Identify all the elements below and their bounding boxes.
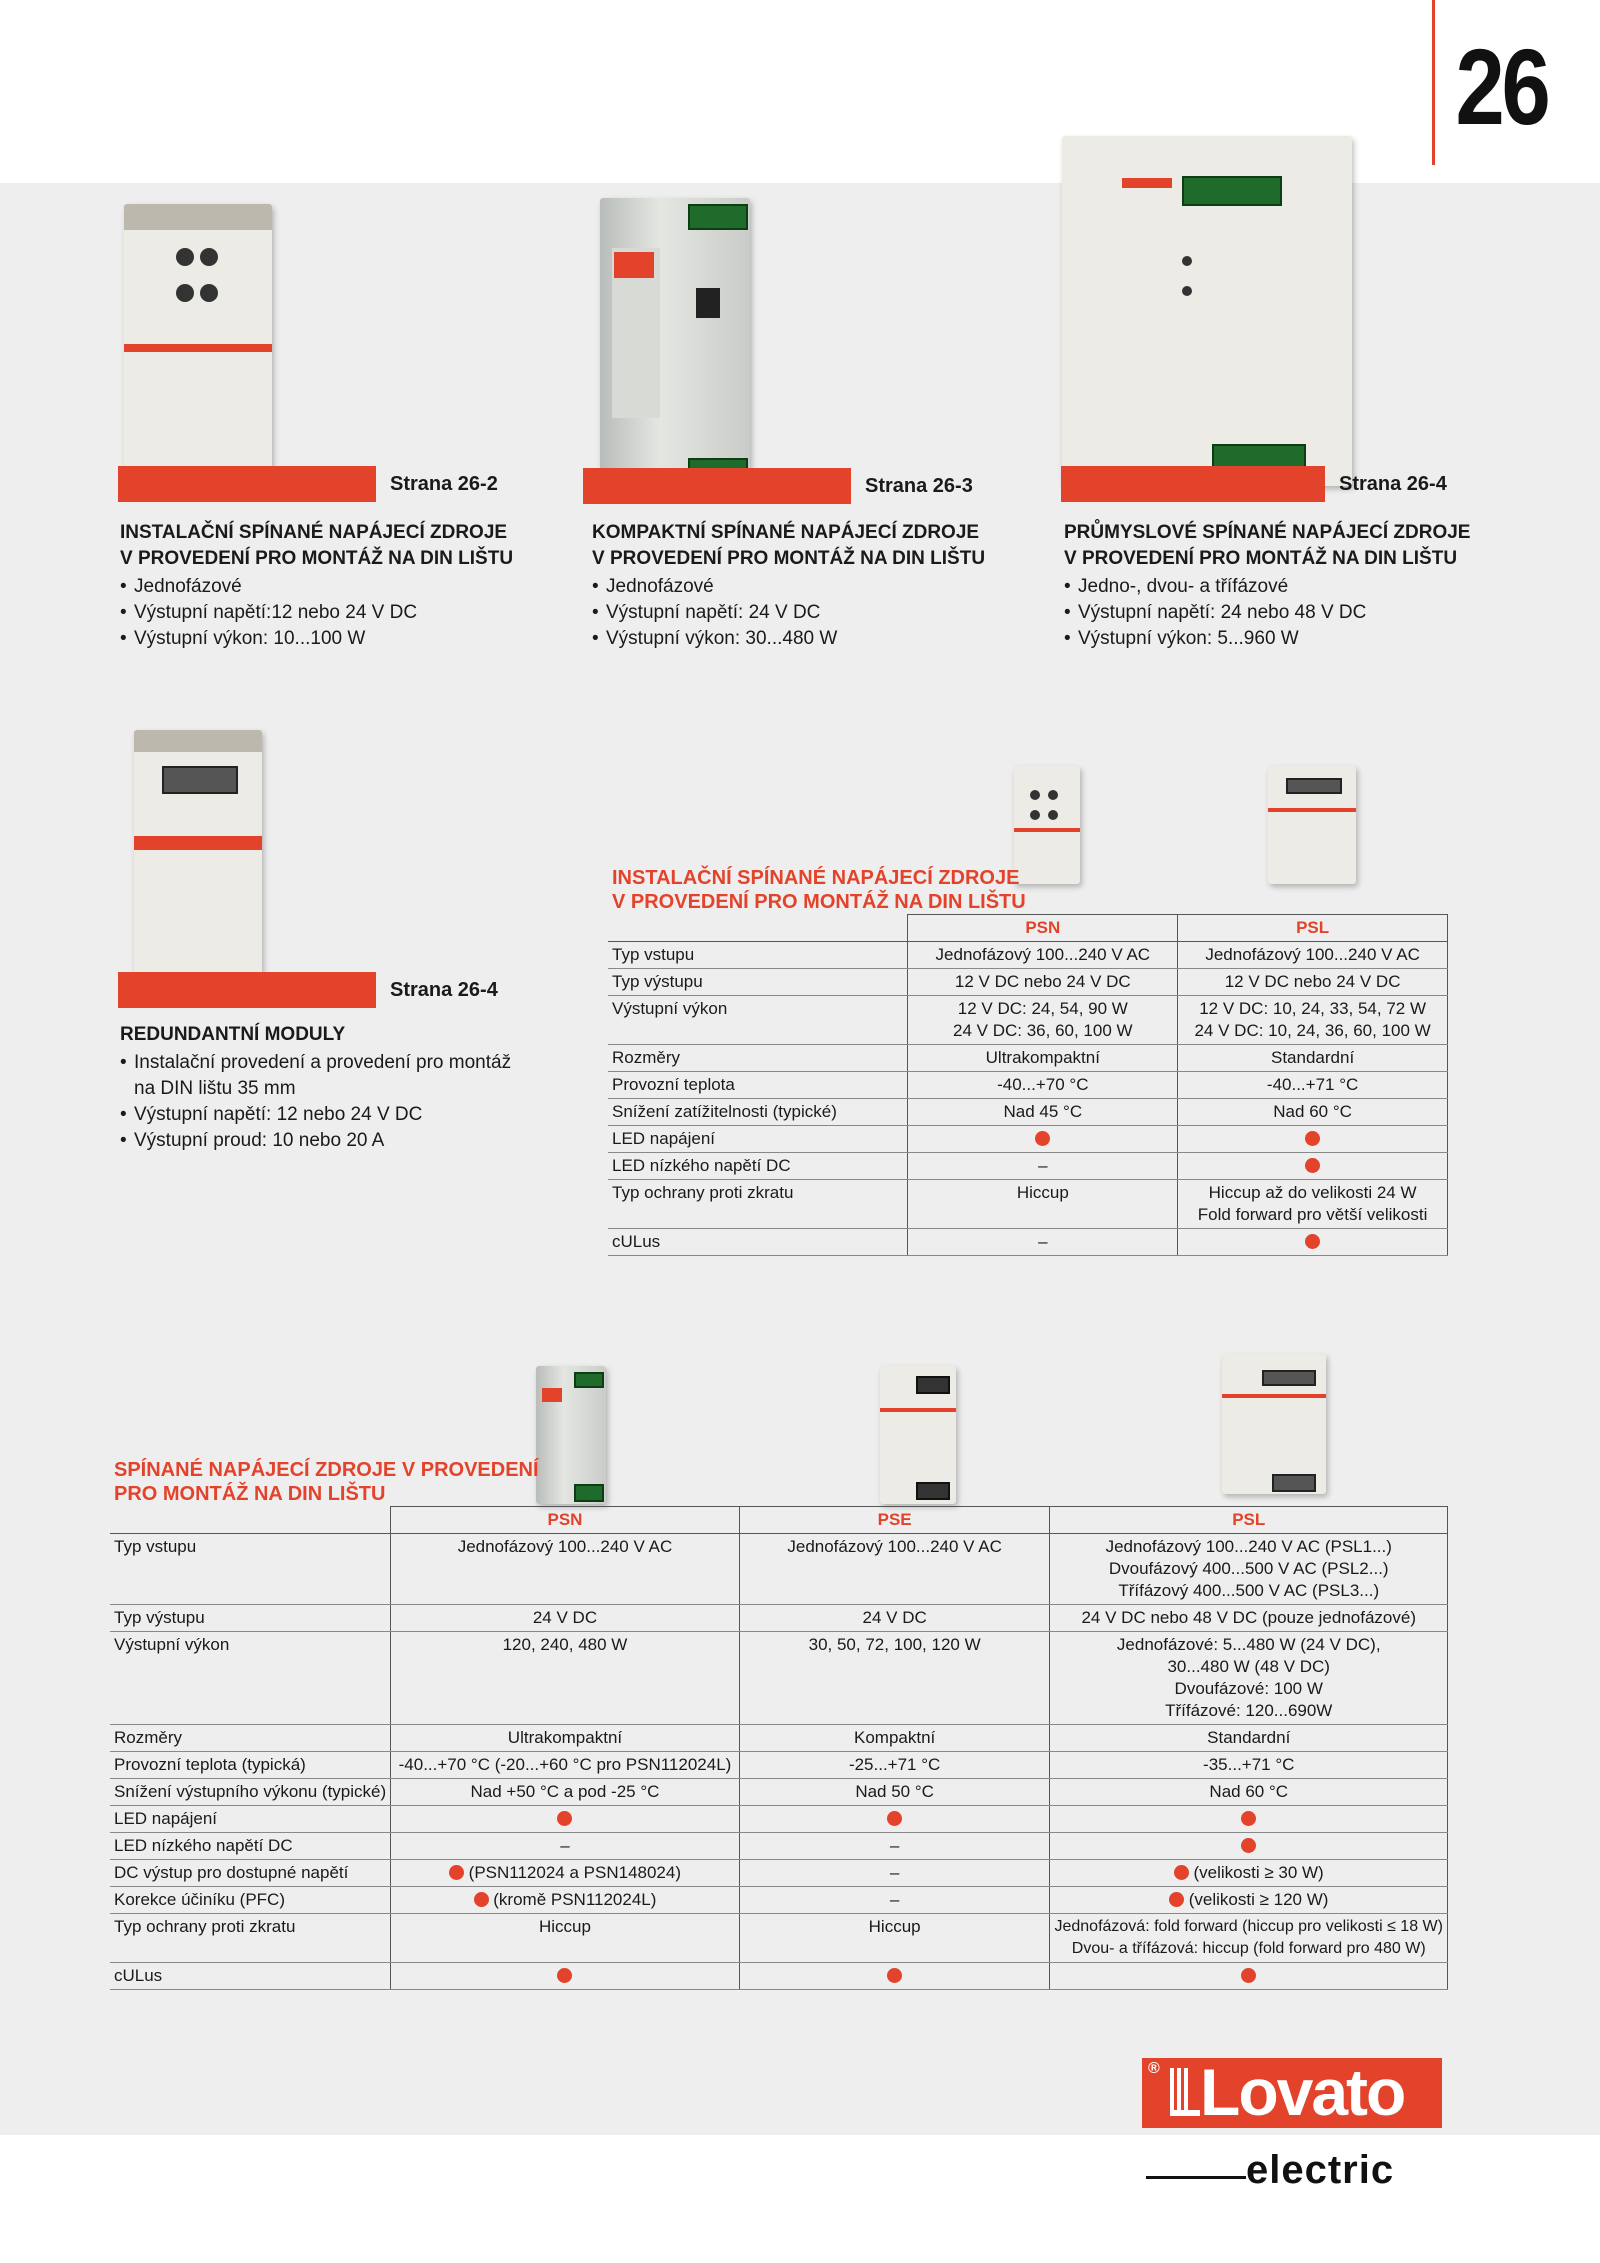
cell-pse: 24 V DC [739,1605,1050,1632]
yes-dot-icon [557,1968,572,1983]
product-image-psl-t2 [1222,1354,1326,1494]
section-title-line: SPÍNANÉ NAPÁJECÍ ZDROJE V PROVEDENÍ [114,1459,539,1481]
table-row [110,1806,1448,1833]
yes-dot-icon [1241,1968,1256,1983]
cell-psn: 12 V DC nebo 24 V DC [908,969,1178,996]
yes-dot-icon [1035,1131,1050,1146]
description-bullet: • Výstupní výkon: 5...960 W [1064,626,1484,652]
cell-psl [1178,996,1448,1045]
description-title: PRŮMYSLOVÉ SPÍNANÉ NAPÁJECÍ ZDROJE [1064,522,1471,543]
cell-psl [1050,1914,1448,1963]
page-ref-26-4 [1061,464,1447,504]
yes-dot-icon [1305,1234,1320,1249]
cell-psl [1050,1963,1448,1990]
page-ref-label: Strana 26-4 [390,978,498,1001]
page-number-divider [1432,0,1435,165]
product-image-psn-instalacni [124,204,272,472]
table1-title [612,866,1026,914]
redundant-description [120,1022,560,1154]
section-title-line: V PROVEDENÍ PRO MONTÁŽ NA DIN LIŠTU [612,891,1026,913]
cell-psl: -35...+71 °C [1050,1752,1448,1779]
description-title: REDUNDANTNÍ MODULY [120,1024,346,1045]
table-row [608,1099,1448,1126]
cell-psl [1178,1229,1448,1256]
table-row [608,996,1448,1045]
cell-psl: 24 V DC nebo 48 V DC (pouze jednofázové) [1050,1605,1448,1632]
table-row [608,1229,1448,1256]
cell-note: (kromě PSN112024L) [493,1890,657,1909]
product-description-3 [1064,520,1484,652]
cell-psn: Hiccup [391,1914,740,1963]
cell-pse: – [739,1887,1050,1914]
row-label: Typ výstupu [608,969,908,996]
cell-psn: Nad +50 °C a pod -25 °C [391,1779,740,1806]
cell-psn [391,1887,740,1914]
cell-psl [1178,1153,1448,1180]
description-bullet: • Jednofázové [592,574,1012,600]
lovato-logo [1142,2055,1442,2129]
description-bullet: • Výstupní napětí:12 nebo 24 V DC [120,600,540,626]
cell-psl [1050,1887,1448,1914]
row-label: Výstupní výkon [110,1632,391,1725]
product-image-psl-small [1268,766,1356,884]
table-header-psn: PSN [391,1507,740,1534]
cell-line: Jednofázové: 5...480 W (24 V DC), [1116,1635,1381,1654]
table-header-pse: PSE [739,1507,1050,1534]
table-row [608,1126,1448,1153]
table-row [110,1752,1448,1779]
product-description-1 [120,520,540,652]
cell-note: (velikosti ≥ 120 W) [1188,1890,1329,1909]
yes-dot-icon [1174,1865,1189,1880]
description-title: V PROVEDENÍ PRO MONTÁŽ NA DIN LIŠTU [592,548,986,569]
yes-dot-icon [474,1892,489,1907]
page-ref-26-4-redundant [118,970,498,1010]
cell-pse: Jednofázový 100...240 V AC [739,1534,1050,1605]
product-image-psn-t2 [536,1366,606,1504]
cell-line: 12 V DC: 10, 24, 33, 54, 72 W [1199,999,1426,1018]
cell-psl: Standardní [1178,1045,1448,1072]
row-label: Rozměry [110,1725,391,1752]
cell-note: (PSN112024 a PSN148024) [468,1863,681,1882]
cell-line: 24 V DC: 10, 24, 36, 60, 100 W [1194,1021,1431,1040]
cell-pse: Nad 50 °C [739,1779,1050,1806]
row-label: DC výstup pro dostupné napětí [110,1860,391,1887]
bullet-line: Instalační provedení a provedení pro montáž [134,1052,512,1073]
description-bullet: • Výstupní výkon: 30...480 W [592,626,1012,652]
cell-psl [1178,1180,1448,1229]
cell-psl: 12 V DC nebo 24 V DC [1178,969,1448,996]
cell-line: Třífázové: 120...690W [1165,1701,1333,1720]
cell-psn [908,1126,1178,1153]
description-bullet: • Jedno-, dvou- a třífázové [1064,574,1484,600]
cell-psn: – [391,1833,740,1860]
row-label: Výstupní výkon [608,996,908,1045]
logo-underline [1146,2176,1246,2179]
description-title: KOMPAKTNÍ SPÍNANÉ NAPÁJECÍ ZDROJE [592,522,980,543]
cell-psn [391,1806,740,1833]
cell-psn: 24 V DC [391,1605,740,1632]
table-row [110,1914,1448,1963]
row-label: LED nízkého napětí DC [608,1153,908,1180]
table-header-psl: PSL [1050,1507,1448,1534]
table-row [608,1180,1448,1229]
cell-psn: Ultrakompaktní [391,1725,740,1752]
yes-dot-icon [887,1811,902,1826]
yes-dot-icon [1169,1892,1184,1907]
table-row [608,1072,1448,1099]
yes-dot-icon [1241,1811,1256,1826]
cell-line: Jednofázová: fold forward (hiccup pro velikosti ≤ 18 W) [1054,1918,1443,1935]
cell-psn: Jednofázový 100...240 V AC [908,942,1178,969]
yes-dot-icon [1305,1158,1320,1173]
product-description-2 [592,520,1012,652]
cell-psl [1050,1534,1448,1605]
description-bullet: • Jednofázové [120,574,540,600]
row-label: Typ ochrany proti zkratu [608,1180,908,1229]
cell-pse: 30, 50, 72, 100, 120 W [739,1632,1050,1725]
cell-psl [1050,1860,1448,1887]
table-row [608,1153,1448,1180]
cell-line: Jednofázový 100...240 V AC (PSL1...) [1105,1537,1392,1556]
cell-pse: – [739,1833,1050,1860]
product-image-psn-kompaktni [600,198,750,488]
row-label: Typ vstupu [608,942,908,969]
cell-pse [739,1806,1050,1833]
cell-line: Třífázový 400...500 V AC (PSL3...) [1118,1581,1380,1600]
cell-psn [391,1860,740,1887]
cell-psl [1050,1833,1448,1860]
cell-line: Dvoufázový 400...500 V AC (PSL2...) [1108,1559,1389,1578]
description-bullet: • Výstupní napětí: 24 nebo 48 V DC [1064,600,1484,626]
cell-pse: – [739,1860,1050,1887]
table-header-psl: PSL [1178,915,1448,942]
row-label: cULus [608,1229,908,1256]
description-bullet: • Výstupní výkon: 10...100 W [120,626,540,652]
cell-psn: Nad 45 °C [908,1099,1178,1126]
description-title: V PROVEDENÍ PRO MONTÁŽ NA DIN LIŠTU [1064,548,1458,569]
cell-psl [1050,1806,1448,1833]
table-row [110,1534,1448,1605]
row-label: Typ vstupu [110,1534,391,1605]
table-row [110,1833,1448,1860]
table-header-blank [110,1507,391,1534]
section-title-line: PRO MONTÁŽ NA DIN LIŠTU [114,1483,386,1505]
row-label: Typ výstupu [110,1605,391,1632]
page-ref-label: Strana 26-4 [1339,472,1447,495]
yes-dot-icon [449,1865,464,1880]
cell-psl: Nad 60 °C [1178,1099,1448,1126]
row-label: Snížení zatížitelnosti (typické) [608,1099,908,1126]
page-ref-26-3 [583,466,973,506]
table-row [110,1605,1448,1632]
table-row [110,1887,1448,1914]
brand-name: Lovato [1200,2055,1405,2129]
row-label: Korekce účiníku (PFC) [110,1887,391,1914]
registered-mark: ® [1148,2060,1160,2077]
cell-line: 12 V DC: 24, 54, 90 W [957,999,1128,1018]
row-label: Snížení výstupního výkonu (typické) [110,1779,391,1806]
cell-psn: – [908,1153,1178,1180]
cell-pse [739,1963,1050,1990]
cell-pse: -25...+71 °C [739,1752,1050,1779]
cell-psl [1050,1632,1448,1725]
cell-psl: -40...+71 °C [1178,1072,1448,1099]
description-title: INSTALAČNÍ SPÍNANÉ NAPÁJECÍ ZDROJE [120,522,508,543]
cell-psn: Ultrakompaktní [908,1045,1178,1072]
table-row [608,1045,1448,1072]
yes-dot-icon [557,1811,572,1826]
cell-psl: Jednofázový 100...240 V AC [1178,942,1448,969]
table-header-psn: PSN [908,915,1178,942]
cell-line: Dvoufázové: 100 W [1174,1679,1323,1698]
cell-psn [391,1963,740,1990]
yes-dot-icon [1305,1131,1320,1146]
cell-psn: Hiccup [908,1180,1178,1229]
cell-psn [908,996,1178,1045]
brand-sub: electric [1246,2148,1395,2192]
row-label: Rozměry [608,1045,908,1072]
cell-psn: -40...+70 °C [908,1072,1178,1099]
table1-specs [608,914,1448,1256]
section-title-line: INSTALAČNÍ SPÍNANÉ NAPÁJECÍ ZDROJE [612,867,1020,889]
page-ref-label: Strana 26-3 [865,474,973,497]
row-label: LED napájení [110,1806,391,1833]
page-number: 26 [1455,26,1548,147]
description-bullet: • Výstupní napětí: 24 V DC [592,600,1012,626]
cell-psl: Nad 60 °C [1050,1779,1448,1806]
table-header-row [608,915,1448,942]
page-ref-26-2 [118,464,498,504]
yes-dot-icon [1241,1838,1256,1853]
table-header-blank [608,915,908,942]
row-label: Provozní teplota [608,1072,908,1099]
product-image-pse-t2 [880,1366,956,1504]
cell-pse: Kompaktní [739,1725,1050,1752]
table-row [608,969,1448,996]
page-ref-label: Strana 26-2 [390,472,498,495]
description-bullet [120,1050,560,1102]
row-label: LED nízkého napětí DC [110,1833,391,1860]
description-bullet: • Výstupní napětí: 12 nebo 24 V DC [120,1102,560,1128]
cell-line: Hiccup až do velikosti 24 W [1208,1183,1417,1202]
cell-psn: -40...+70 °C (-20...+60 °C pro PSN112024L) [391,1752,740,1779]
row-label: LED napájení [608,1126,908,1153]
table-row [110,1963,1448,1990]
cell-note: (velikosti ≥ 30 W) [1193,1863,1324,1882]
bullet-line: na DIN lištu 35 mm [134,1078,296,1099]
table2-specs [110,1506,1448,1990]
row-label: cULus [110,1963,391,1990]
table-row [110,1779,1448,1806]
table-row [608,942,1448,969]
product-image-psl-prumyslove [1062,136,1352,486]
table-header-row [110,1507,1448,1534]
cell-psn: – [908,1229,1178,1256]
product-image-redundant-module [134,730,262,986]
description-bullet: • Výstupní proud: 10 nebo 20 A [120,1128,560,1154]
cell-pse: Hiccup [739,1914,1050,1963]
description-title: V PROVEDENÍ PRO MONTÁŽ NA DIN LIŠTU [120,548,514,569]
cell-psl [1178,1126,1448,1153]
cell-psn: 120, 240, 480 W [391,1632,740,1725]
row-label: Typ ochrany proti zkratu [110,1914,391,1963]
table-row [110,1860,1448,1887]
table-row [110,1632,1448,1725]
cell-line: 30...480 W (48 V DC) [1167,1657,1330,1676]
cell-psl: Standardní [1050,1725,1448,1752]
cell-line: 24 V DC: 36, 60, 100 W [953,1021,1133,1040]
yes-dot-icon [887,1968,902,1983]
row-label: Provozní teplota (typická) [110,1752,391,1779]
cell-psn: Jednofázový 100...240 V AC [391,1534,740,1605]
table2-title [114,1458,539,1506]
cell-line: Dvou- a třífázová: hiccup (fold forward pro 480 W) [1071,1940,1426,1957]
cell-line: Fold forward pro větší velikosti [1197,1205,1428,1224]
table-row [110,1725,1448,1752]
